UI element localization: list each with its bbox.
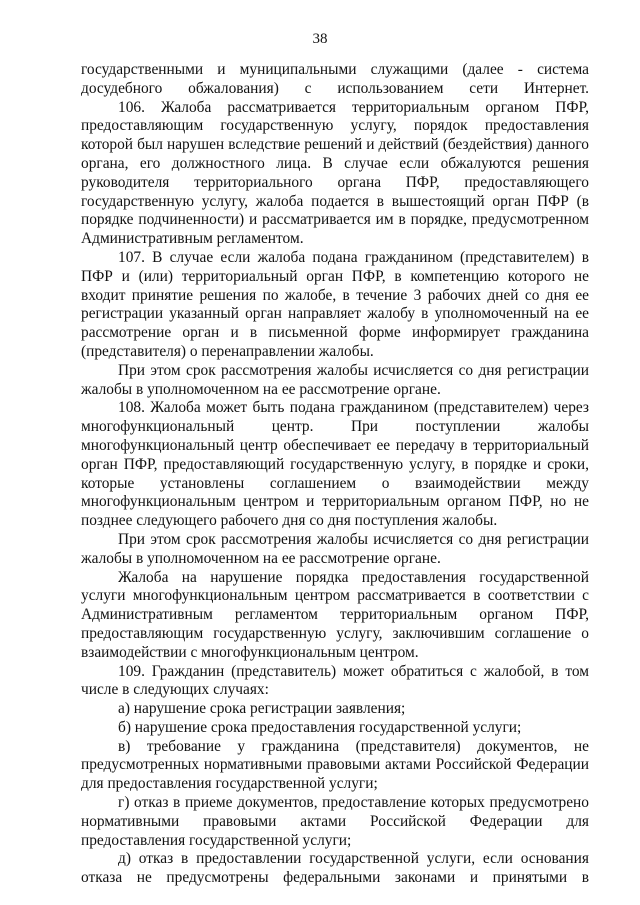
list-item-v: в) требование у гражданина (представителя) документов, не предусмотренных нормативными правовыми актами Российской Федерации для предоставления государственной услуги; [81, 737, 589, 793]
list-item-a: а) нарушение срока регистрации заявления; [118, 700, 406, 718]
paragraph-108-note: При этом срок рассмотрения жалобы исчисляется со дня регистрации жалобы в уполномоченном на ее рассмотрение органе. [81, 530, 589, 567]
paragraph-107-note: При этом срок рассмотрения жалобы исчисляется со дня регистрации жалобы в уполномоченном на ее рассмотрение органе. [81, 361, 589, 398]
paragraph-107: 107. В случае если жалоба подана гражданином (представителем) в ПФР и (или) территориальный орган ПФР, в компетенцию которого не входит принятие решения по жалобе, в течение 3 рабочих дней со дня ее регистрации указанный орган направляет жалобу в уполномоченный на ее рассмотрение орган и в письменной форме информирует гражданина (представителя) о перенаправлении жалобы. [81, 248, 589, 360]
list-item-g: г) отказ в приеме документов, предоставление которых предусмотрено нормативными правовыми актами Российской Федерации для предоставления государственной услуги; [81, 794, 589, 849]
paragraph-continuation: государственными и муниципальными служащими (далее - система досудебного обжалования) с использованием сети Интернет. [81, 61, 589, 97]
text-body [81, 61, 589, 888]
paragraph-108: 108. Жалоба может быть подана гражданином (представителем) через многофункциональный центр. При поступлении жалобы многофункциональный центр обеспечивает ее передачу в территориальный орган ПФР, предоставляющий государственную услугу, в порядке и сроки, которые установлены соглашением о взаимодействии между многофункциональным центром и территориальным органом ПФР, но не позднее следующего рабочего дня со дня поступления жалобы. [81, 399, 589, 530]
page-number: 38 [312, 31, 328, 47]
paragraph-mfc-complaint: Жалоба на нарушение порядка предоставления государственной услуги многофункциональным центром рассматривается в соответствии с Административным регламентом территориальным органом ПФР, предоставляющим государственную услугу, заключившим соглашение о взаимодействии с многофункциональным центром. [81, 568, 589, 661]
paragraph-109: 109. Гражданин (представитель) может обратиться с жалобой, в том числе в следующих случаях: [81, 662, 589, 699]
paragraph-106: 106. Жалоба рассматривается территориальным органом ПФР, предоставляющим государственную услугу, порядок предоставления которой был нарушен вследствие решений и действий (бездействия) данного органа, его должностного лица. В случае если обжалуются решения руководителя территориального органа ПФР, предоставляющего государственную услугу, жалоба подается в вышестоящий орган ПФР (в порядке подчиненности) и рассматривается им в порядке, предусмотренном Административным регламентом. [81, 98, 589, 248]
list-item-d: д) отказ в предоставлении государственной услуги, если основания отказа не предусмотрены федеральными законами и принятыми в [81, 850, 589, 887]
list-item-b: б) нарушение срока предоставления государственной услуги; [118, 718, 522, 736]
